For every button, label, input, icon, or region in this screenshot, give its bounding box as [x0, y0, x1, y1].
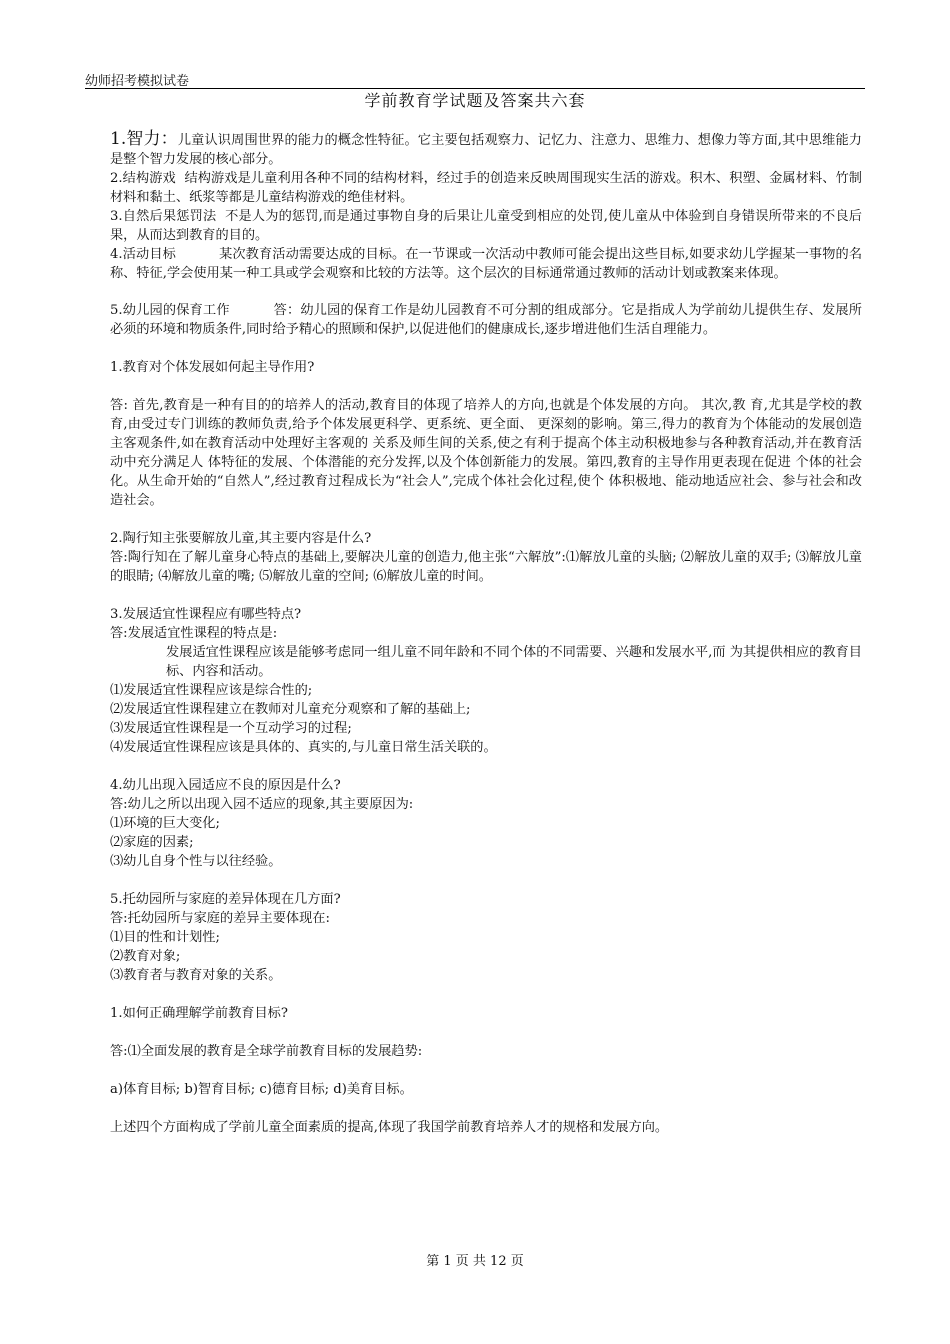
question-3: 3.发展适宜性课程应有哪些特点?: [110, 607, 302, 622]
definition-text: 某次教育活动需要达成的目标。在一节课或一次活动中教师可能会提出这些目标,如要求幼儿学握某一事物的名称、特征,学会使用某一种工具或学会观察和比较的方法等。这个层次的目标通常通过教师的活动计划或教案来体现。: [110, 247, 863, 281]
definition-text: 答：幼儿园的保育工作是幼儿园教育不可分割的组成部分。它是指成人为学前幼儿提供生存、发展所必须的环境和物质条件,同时给予精心的照顾和保护,以促进他们的健康成长,逐步增进他们生活自理能力。: [110, 303, 862, 337]
answer-3-intro: 答:发展适宜性课程的特点是:: [110, 626, 278, 641]
header-label: 幼师招考模拟试卷: [85, 74, 190, 89]
definition-text: 结构游戏是儿童利用各种不同的结构材料，经过手的创造来反映周围现实生活的游戏。积木、积塑、金属材料、竹制材料和黏土、纸浆等都是儿童结构游戏的绝佳材料。: [110, 171, 862, 205]
definition-term: 4.活动目标: [110, 247, 176, 262]
definition-1: [110, 130, 862, 169]
answer-4-intro: 答:幼儿之所以出现入园不适应的现象,其主要原因为:: [110, 797, 414, 812]
answer-3-item: ⑶发展适宜性课程是一个互动学习的过程;: [110, 721, 352, 736]
page-title: 学前教育学试题及答案共六套: [364, 91, 586, 110]
answer-3-item: ⑵发展适宜性课程建立在教师对儿童充分观察和了解的基础上;: [110, 702, 471, 717]
question-5: 5.托幼园所与家庭的差异体现在几方面?: [110, 892, 341, 907]
definition-2: [110, 169, 862, 207]
answer-3-item: ⑴发展适宜性课程应该是综合性的;: [110, 683, 313, 698]
answer-4-item: ⑶幼儿自身个性与以往经验。: [110, 854, 282, 869]
question-6: 1.如何正确理解学前教育目标?: [110, 1006, 288, 1021]
definition-term: 2.结构游戏: [110, 171, 176, 186]
definition-term: 5.幼儿园的保育工作: [110, 303, 230, 318]
answer-2: 答:陶行知在了解儿童身心特点的基础上,要解决儿童的创造力,他主张“六解放”:⑴解放儿童的头脑; ⑵解放儿童的双手; ⑶解放儿童的眼睛; ⑷解放儿童的嘴; ⑸解放儿童的空间; ⑹解放儿童的时间。: [110, 550, 862, 584]
definition-3: [110, 207, 862, 245]
answer-6-line3: 上述四个方面构成了学前儿童全面素质的提高,体现了我国学前教育培养人才的规格和发展方向。: [110, 1120, 669, 1135]
definition-4: [110, 245, 862, 283]
answer-5-item: ⑶教育者与教育对象的关系。: [110, 968, 282, 983]
definition-5: [110, 301, 862, 339]
definition-text: 儿童认识周围世界的能力的概念性特征。它主要包括观察力、记忆力、注意力、思维力、想像力等方面,其中思维能力是整个智力发展的核心部分。: [110, 133, 862, 167]
answer-4-item: ⑴环境的巨大变化;: [110, 816, 220, 831]
answer-5-item: ⑵教育对象;: [110, 949, 181, 964]
answer-6-line2: a)体育目标; b)智育目标; c)德育目标; d)美育目标。: [110, 1082, 413, 1097]
answer-1: 答: 首先,教育是一种有目的的培养人的活动,教育目的体现了培养人的方向,也就是个体发展的方向。 其次,教 育,尤其是学校的教育,由受过专门训练的教师负责,给予个体发展更科学、更系统、更全面、 更深刻的影响。第三,得力的教育为个体能动的发展创造主客观条件,如在教育活动中处理好主客观的 关系及师生间的关系,使之有利于提高个体主动积极地参与各种教育活动,并在教育活动中充分满足人 体特征的发展、个体潜能的充分发挥,以及个体创新能力的发展。第四,教育的主导作用更表现在促进 个体的社会化。从生命开始的“自然人”,经过教育过程成长为“社会人”,完成个体社会化过程,使个 体积极地、能动地适应社会、参与社会和改造社会。: [110, 398, 862, 508]
answer-4-item: ⑵家庭的因素;: [110, 835, 194, 850]
document-body: [110, 130, 862, 1137]
definition-text: 不是人为的惩罚,而是通过事物自身的后果让儿童受到相应的处罚,使儿童从中体验到自身错误所带来的不良后果，从而达到教育的目的。: [110, 209, 862, 243]
answer-5-intro: 答:托幼园所与家庭的差异主要体现在:: [110, 911, 330, 926]
question-4: 4.幼儿出现入园适应不良的原因是什么?: [110, 778, 341, 793]
page-number: 第 1 页 共 12 页: [426, 1254, 524, 1269]
definition-term: 1.智力：: [110, 129, 178, 149]
answer-5-item: ⑴目的性和计划性;: [110, 930, 220, 945]
answer-3-para: 发展适宜性课程应该是能够考虑同一组儿童不同年龄和不同个体的不同需要、兴趣和发展水平,而 为其提供相应的教育目标、内容和活动。: [166, 645, 862, 679]
question-1: 1.教育对个体发展如何起主导作用?: [110, 360, 315, 375]
question-2: 2.陶行知主张要解放儿童,其主要内容是什么?: [110, 531, 372, 546]
answer-3-item: ⑷发展适宜性课程应该是具体的、真实的,与儿童日常生活关联的。: [110, 740, 497, 755]
definition-term: 3.自然后果惩罚法: [110, 209, 217, 224]
answer-6-line1: 答:⑴全面发展的教育是全球学前教育目标的发展趋势:: [110, 1044, 423, 1059]
